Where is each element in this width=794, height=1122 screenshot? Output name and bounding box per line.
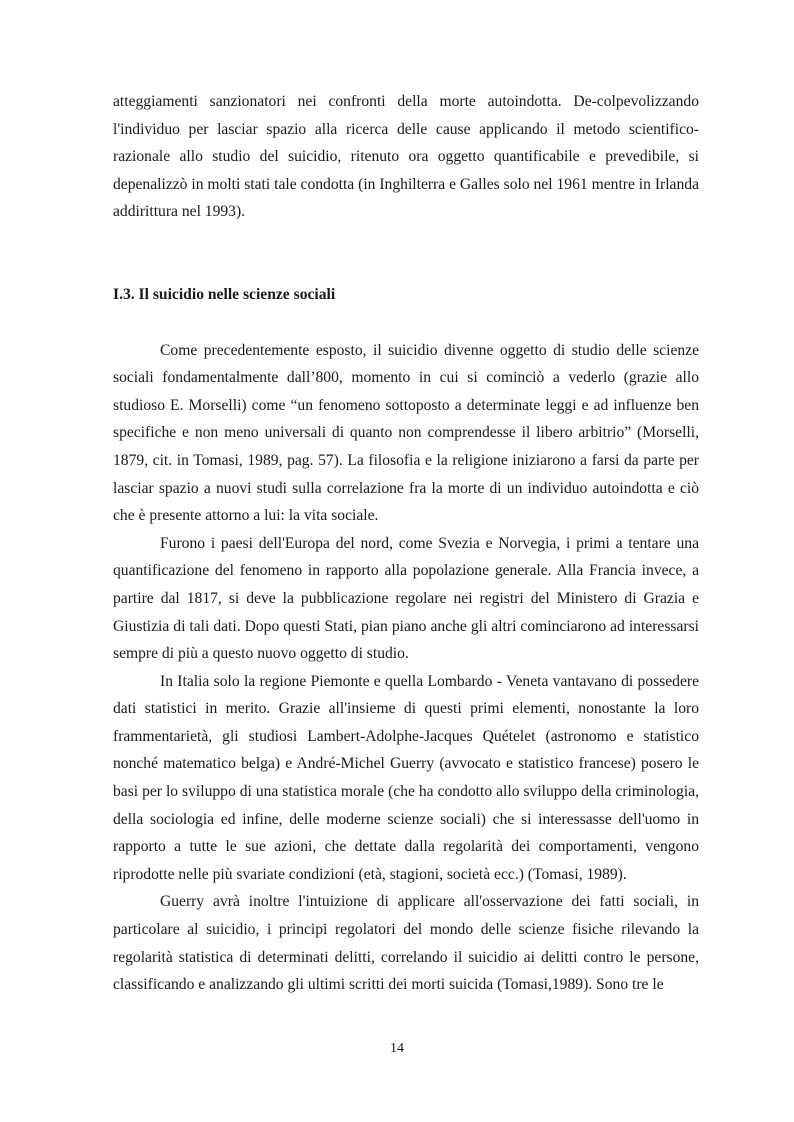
body-paragraph: In Italia solo la regione Piemonte e quella Lombardo - Veneta vantavano di possedere dati statistici in merito. Grazie all'insieme di questi primi elementi, nonostante la loro frammentarietà, gli studiosi Lambert-Adolphe-Jacques Quételet (astronomo e statistico nonché matematico belga) e André-Michel Guerry (avvocato e statistico francese) posero le basi per lo sviluppo di una statistica morale (che ha condotto allo sviluppo della criminologia, della sociologia ed infine, delle moderne scienze sociali) che si interessasse dell'uomo in rapporto a tutte le sue azioni, che dettate dalla regolarità dei comportamenti, vengono riprodotte nelle più svariate condizioni (età, stagioni, società ecc.) (Tomasi, 1989).: [113, 672, 699, 883]
section-heading: I.3. Il suicidio nelle scienze sociali: [113, 285, 336, 303]
body-paragraph: Furono i paesi dell'Europa del nord, come Svezia e Norvegia, i primi a tentare una quantificazione del fenomeno in rapporto alla popolazione generale. Alla Francia invece, a partire dal 1817, si deve la pubblicazione regolare nei registri del Ministero di Grazia e Giustizia di tali dati. Dopo questi Stati, pian piano anche gli altri cominciarono ad interessarsi sempre di più a questo nuovo oggetto di studio.: [113, 534, 699, 663]
body-paragraph: Come precedentemente esposto, il suicidio divenne oggetto di studio delle scienze sociali fondamentalmente dall’800, momento in cui si cominciò a vederlo (grazie allo studioso E. Morselli) come “un fenomeno sottoposto a determinate leggi e ad influenze ben specifiche e non meno universali di quanto non comprendesse il libero arbitrio” (Morselli, 1879, cit. in Tomasi, 1989, pag. 57). La filosofia e la religione iniziarono a farsi da parte per lasciar spazio a nuovi studi sulla correlazione fra la morte di un individuo autoindotta e ciò che è presente attorno a lui: la vita sociale.: [113, 341, 699, 525]
page-number: 14: [390, 1041, 404, 1056]
continuation-paragraph: atteggiamenti sanzionatori nei confronti della morte autoindotta. De-colpevolizzando l'individuo per lasciar spazio alla ricerca delle cause applicando il metodo scientifico-razionale allo studio del suicidio, ritenuto ora oggetto quantificabile e prevedibile, si depenalizzò in molti stati tale condotta (in Inghilterra e Galles solo nel 1961 mentre in Irlanda addirittura nel 1993).: [113, 93, 699, 221]
document-page: [113, 88, 699, 999]
body-paragraph: Guerry avrà inoltre l'intuizione di applicare all'osservazione dei fatti sociali, in particolare al suicidio, i principi regolatori del mondo delle scienze fisiche rilevando la regolarità statistica di determinati delitti, correlando il suicidio ai delitti contro le persone, classificando e analizzando gli ultimi scritti dei morti suicida (Tomasi,1989). Sono tre le: [113, 893, 699, 994]
